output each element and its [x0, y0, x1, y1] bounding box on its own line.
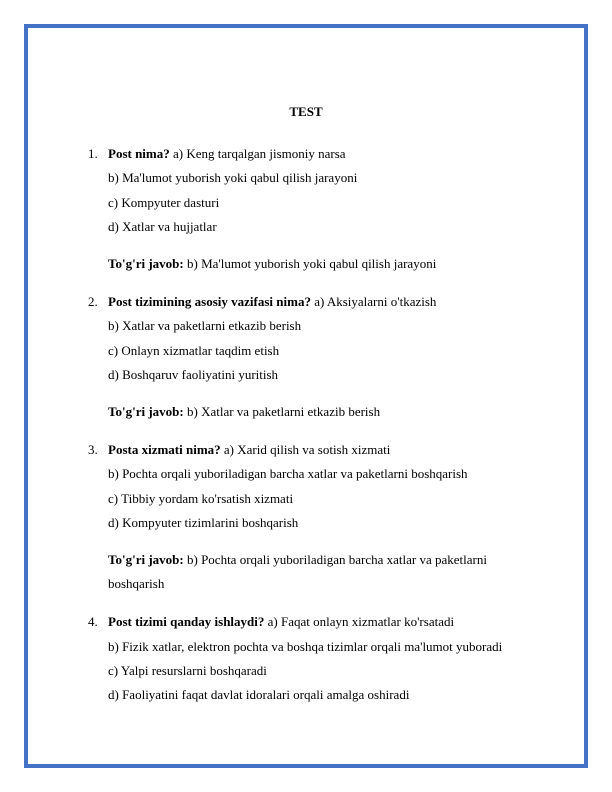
question-number: 3.: [88, 441, 98, 457]
option-c: c) Onlayn xizmatlar taqdim etish: [108, 342, 280, 358]
option-d: d) Boshqaruv faoliyatini yuritish: [108, 367, 279, 383]
question-number: 2.: [88, 293, 98, 309]
correct-answer: [0, 548, 612, 597]
option-d: d) Kompyuter tizimlarini boshqarish: [108, 515, 299, 531]
question-4: [0, 610, 612, 708]
answer-label: To'g'ri javob:: [108, 551, 187, 567]
correct-answer: [0, 252, 612, 276]
option-b: b) Ma'lumot yuborish yoki qabul qilish jarayoni: [108, 170, 358, 186]
option-a: a) Keng tarqalgan jismoniy narsa: [173, 146, 346, 161]
question-line: [0, 610, 612, 634]
option-a: a) Xarid qilish va sotish xizmati: [223, 441, 391, 457]
option-b: b) Fizik xatlar, elektron pochta va boshqa tizimlar orqali ma'lumot yuboradi: [108, 638, 503, 654]
question-list: [0, 142, 612, 708]
answer-text: b) Xatlar va paketlarni etkazib berish: [186, 403, 381, 419]
question-number: 1.: [88, 146, 98, 161]
option-b: b) Xatlar va paketlarni etkazib berish: [108, 318, 302, 334]
question-line: [0, 142, 612, 166]
answer-text: b) Pochta orqali yuboriladigan barcha xatlar va paketlarni boshqarish: [108, 551, 487, 591]
answer-label: To'g'ri javob:: [108, 403, 187, 419]
question-2: [0, 290, 612, 424]
answer-text: b) Ma'lumot yuborish yoki qabul qilish jarayoni: [186, 255, 437, 271]
option-a: a) Faqat onlayn xizmatlar ko'rsatadi: [267, 614, 455, 630]
document-title: TEST: [289, 104, 323, 119]
question-text: Post nima?: [108, 146, 173, 161]
question-3: [0, 438, 612, 596]
option-d: d) Xatlar va hujjatlar: [108, 219, 217, 235]
question-1: [0, 142, 612, 276]
option-c: c) Tibbiy yordam ko'rsatish xizmati: [108, 490, 294, 506]
question-number: 4.: [88, 614, 98, 630]
question-line: [0, 290, 612, 314]
question-text: Post tizimi qanday ishlaydi?: [108, 614, 268, 630]
correct-answer: [0, 400, 612, 424]
option-c: c) Kompyuter dasturi: [108, 194, 220, 210]
answer-label: To'g'ri javob:: [108, 255, 187, 271]
question-text: Post tizimining asosiy vazifasi nima?: [108, 293, 315, 309]
option-a: a) Aksiyalarni o'tkazish: [314, 293, 437, 309]
question-line: [0, 438, 612, 462]
option-c: c) Yalpi resurslarni boshqaradi: [108, 663, 267, 679]
option-d: d) Faoliyatini faqat davlat idoralari orqali amalga oshiradi: [108, 687, 410, 703]
option-b: b) Pochta orqali yuboriladigan barcha xatlar va paketlarni boshqarish: [108, 466, 468, 482]
question-text: Posta xizmati nima?: [108, 441, 224, 457]
